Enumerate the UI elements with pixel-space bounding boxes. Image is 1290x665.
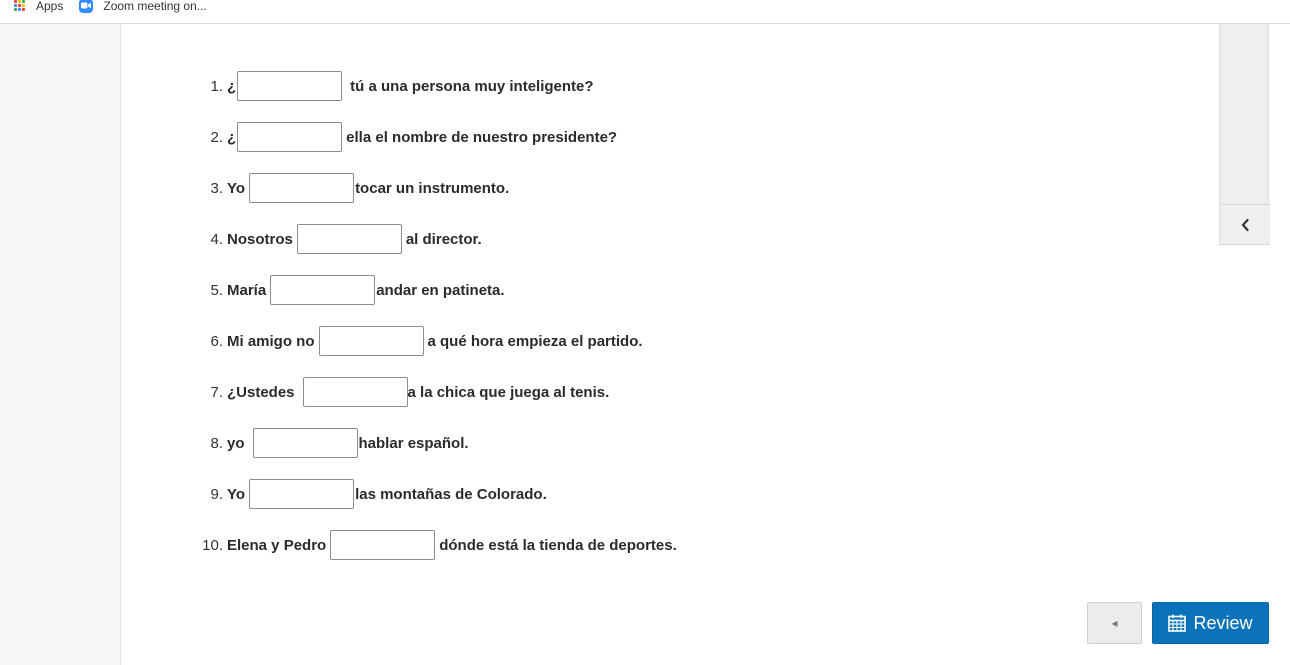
question-text-before: Nosotros [227,230,293,248]
answer-input-5[interactable] [270,275,375,305]
zoom-camera-icon [79,0,93,13]
question-text-after: hablar español. [358,434,469,452]
apps-grid-icon [14,0,26,12]
question-number: 8. [210,434,223,452]
question-row [200,122,617,152]
bookmark-zoom[interactable] [79,0,206,18]
question-row [200,224,482,254]
caret-left-icon: ◂ [1111,616,1118,630]
apps-dot [22,8,25,11]
question-number: 1. [210,77,223,95]
question-text-after: ella el nombre de nuestro presidente? [346,128,618,146]
review-label: Review [1193,612,1253,633]
question-number: 2. [210,128,223,146]
answer-input-7[interactable] [303,377,408,407]
apps-dot [18,8,21,11]
question-text-before: yo [227,434,245,452]
collapse-panel-button[interactable] [1220,204,1270,245]
question-text-after: dónde está la tienda de deportes. [439,536,677,554]
question-text-before: Yo [227,485,246,503]
bookmark-apps[interactable] [14,0,63,18]
question-text-after: tocar un instrumento. [355,179,510,197]
answer-input-3[interactable] [249,173,354,203]
left-panel [0,24,121,665]
question-number: 4. [210,230,223,248]
bookmarks-bar [0,0,1290,24]
question-text-after: a qué hora empieza el partido. [427,332,643,350]
question-number: 7. [210,383,223,401]
review-button[interactable] [1152,602,1269,644]
right-side-rail [1219,24,1269,245]
bookmark-apps-label: Apps [36,0,64,13]
question-text-before: Yo [227,179,246,197]
question-number: 3. [210,179,223,197]
apps-dot [18,0,21,3]
question-row [200,173,509,203]
apps-dot [14,4,17,7]
question-text-after: a la chica que juega al tenis. [407,383,610,401]
question-text-after: al director. [405,230,482,248]
question-row [200,71,594,101]
question-text-before: ¿ [227,128,237,146]
apps-dot [14,0,17,3]
question-number: 6. [210,332,223,350]
question-row [200,326,643,356]
chevron-left-icon [1240,218,1250,232]
answer-input-6[interactable] [319,326,424,356]
question-text-before: María [227,281,267,299]
answer-input-10[interactable] [330,530,435,560]
answer-input-2[interactable] [237,122,342,152]
apps-dot [18,4,21,7]
question-row [200,479,547,509]
question-text-before: ¿ [227,77,237,95]
apps-dot [22,0,25,3]
question-row [200,428,469,458]
question-text-after: las montañas de Colorado. [355,485,547,503]
apps-dot [14,8,17,11]
question-text-before: ¿Ustedes [227,383,295,401]
question-text-before: Mi amigo no [227,332,315,350]
apps-dot [22,4,25,7]
question-row [200,275,505,305]
answer-input-4[interactable] [297,224,402,254]
question-number: 10. [202,536,223,554]
question-number: 9. [210,485,223,503]
answer-input-9[interactable] [249,479,354,509]
question-number: 5. [210,281,223,299]
question-text-after: andar en patineta. [376,281,505,299]
previous-button[interactable] [1087,602,1142,644]
answer-input-1[interactable] [237,71,342,101]
answer-input-8[interactable] [253,428,358,458]
question-row [200,530,677,560]
calendar-icon [1168,614,1186,632]
question-text-after: tú a una persona muy inteligente? [350,77,594,95]
bookmark-zoom-label: Zoom meeting on... [103,0,207,13]
question-text-before: Elena y Pedro [227,536,327,554]
question-row [200,377,609,407]
